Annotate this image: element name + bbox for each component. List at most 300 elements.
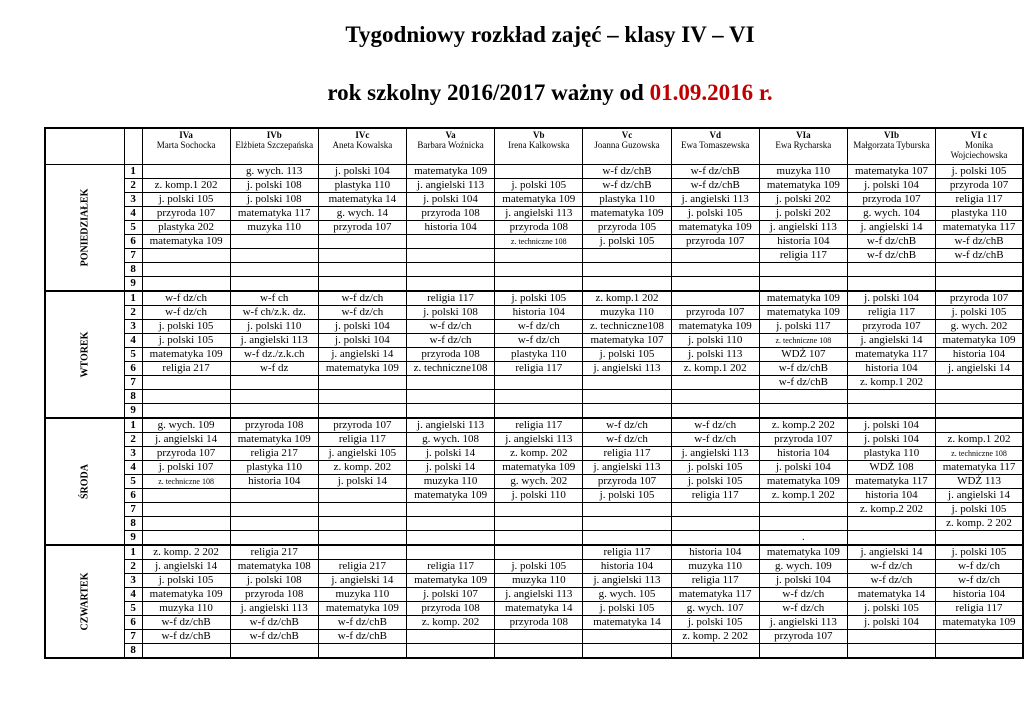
lesson-cell	[142, 263, 230, 277]
lesson-cell	[318, 503, 406, 517]
lesson-row	[45, 560, 1023, 574]
lesson-cell	[230, 644, 318, 659]
lesson-number: 7	[124, 503, 142, 517]
lesson-cell	[495, 630, 583, 644]
class-name: VIa	[796, 130, 811, 140]
lesson-cell: w-f dz/ch	[583, 418, 671, 433]
lesson-cell: matematyka 109	[759, 291, 847, 306]
lesson-cell	[847, 517, 935, 531]
lesson-cell: religia 117	[406, 291, 494, 306]
lesson-cell: religia 117	[671, 489, 759, 503]
day-label	[45, 165, 124, 292]
lesson-row	[45, 588, 1023, 602]
lesson-cell: z. techniczne108	[583, 320, 671, 334]
lesson-cell	[318, 517, 406, 531]
timetable	[44, 127, 1024, 659]
lesson-row	[45, 475, 1023, 489]
lesson-cell: j. angielski 113	[495, 588, 583, 602]
lesson-cell	[583, 263, 671, 277]
lesson-cell: matematyka 117	[936, 221, 1023, 235]
lesson-cell: j. angielski 113	[671, 447, 759, 461]
class-header	[936, 128, 1023, 165]
lesson-cell: z. komp.2 202	[847, 503, 935, 517]
lesson-cell: matematyka 14	[583, 616, 671, 630]
lesson-cell	[495, 404, 583, 419]
lesson-cell: w-f dz/chB	[142, 630, 230, 644]
lesson-cell: j. angielski 14	[318, 348, 406, 362]
lesson-cell	[406, 263, 494, 277]
lesson-cell: w-f dz/chB	[583, 179, 671, 193]
class-teacher: Joanna Guzowska	[594, 140, 660, 150]
lesson-cell: matematyka 117	[936, 461, 1023, 475]
lesson-cell: z. komp. 2 202	[936, 517, 1023, 531]
lesson-cell: przyroda 108	[406, 348, 494, 362]
lesson-cell: w-f dz/chB	[230, 616, 318, 630]
lesson-cell: j. polski 104	[847, 179, 935, 193]
lesson-cell	[406, 390, 494, 404]
lesson-cell: matematyka 109	[142, 348, 230, 362]
lesson-number: 1	[124, 165, 142, 179]
lesson-cell: j. angielski 113	[495, 207, 583, 221]
lesson-cell	[847, 531, 935, 546]
lesson-cell: j. angielski 14	[847, 221, 935, 235]
lesson-cell: j. polski 105	[583, 348, 671, 362]
lesson-cell: g. wych. 108	[406, 433, 494, 447]
lesson-cell: przyroda 108	[406, 207, 494, 221]
lesson-cell: g. wych. 202	[936, 320, 1023, 334]
lesson-cell: matematyka 109	[759, 545, 847, 560]
lesson-row	[45, 418, 1023, 433]
lesson-cell: przyroda 107	[142, 447, 230, 461]
lesson-cell	[495, 390, 583, 404]
lesson-cell: g. wych. 109	[142, 418, 230, 433]
lesson-cell: historia 104	[495, 306, 583, 320]
lesson-cell	[406, 531, 494, 546]
lesson-number: 8	[124, 517, 142, 531]
lesson-cell	[671, 531, 759, 546]
lesson-cell: j. polski 107	[406, 588, 494, 602]
lesson-cell	[847, 630, 935, 644]
lesson-cell: z. komp. 202	[495, 447, 583, 461]
lesson-cell	[230, 503, 318, 517]
lesson-cell	[671, 376, 759, 390]
lesson-cell: w-f dz/ch	[406, 320, 494, 334]
lesson-cell: plastyka 110	[230, 461, 318, 475]
lesson-row	[45, 376, 1023, 390]
lesson-cell	[230, 235, 318, 249]
lesson-cell: g. wych. 14	[318, 207, 406, 221]
lesson-cell: przyroda 107	[759, 630, 847, 644]
lesson-row	[45, 630, 1023, 644]
class-name: Va	[445, 130, 456, 140]
lesson-cell: przyroda 107	[936, 179, 1023, 193]
lesson-cell: w-f dz/chB	[847, 235, 935, 249]
lesson-cell	[406, 630, 494, 644]
lesson-cell	[230, 376, 318, 390]
lesson-cell	[406, 503, 494, 517]
lesson-row	[45, 390, 1023, 404]
lesson-cell: z. komp. 202	[318, 461, 406, 475]
lesson-cell: z. komp.1 202	[847, 376, 935, 390]
lesson-cell: WDŻ 113	[936, 475, 1023, 489]
lesson-cell: religia 117	[495, 418, 583, 433]
lesson-cell	[583, 517, 671, 531]
lesson-row	[45, 602, 1023, 616]
lesson-cell: j. polski 202	[759, 193, 847, 207]
lesson-number: 7	[124, 630, 142, 644]
lesson-number: 2	[124, 179, 142, 193]
lesson-cell	[318, 376, 406, 390]
lesson-cell: muzyka 110	[406, 475, 494, 489]
lesson-number: 6	[124, 235, 142, 249]
subtitle-prefix: rok szkolny 2016/2017 ważny od	[327, 80, 650, 105]
lesson-cell: j. polski 105	[142, 193, 230, 207]
lesson-cell	[759, 503, 847, 517]
lesson-cell: z. techniczne108	[406, 362, 494, 376]
lesson-row	[45, 291, 1023, 306]
lesson-cell	[142, 531, 230, 546]
lesson-cell	[495, 249, 583, 263]
lesson-cell	[671, 517, 759, 531]
page-title: Tygodniowy rozkład zajęć – klasy IV – VI	[345, 22, 755, 47]
lesson-cell	[671, 277, 759, 292]
lesson-cell: w-f dz/chB	[671, 165, 759, 179]
lesson-cell: j. angielski 105	[318, 447, 406, 461]
lesson-cell	[759, 644, 847, 659]
lesson-cell: historia 104	[406, 221, 494, 235]
lesson-cell: z. techniczne 108	[936, 447, 1023, 461]
lesson-number: 4	[124, 334, 142, 348]
lesson-cell: religia 117	[936, 602, 1023, 616]
lesson-cell: w-f dz/ch	[495, 320, 583, 334]
lesson-cell: z. komp.1 202	[583, 291, 671, 306]
lesson-cell: j. polski 107	[142, 461, 230, 475]
lesson-cell: historia 104	[759, 447, 847, 461]
lesson-cell	[406, 277, 494, 292]
lesson-cell: przyroda 108	[406, 602, 494, 616]
lesson-cell: matematyka 109	[318, 362, 406, 376]
lesson-row	[45, 616, 1023, 630]
lesson-cell: j. angielski 113	[406, 418, 494, 433]
lesson-number: 1	[124, 291, 142, 306]
subtitle-date: 01.09.2016 r.	[649, 80, 773, 105]
lesson-cell: historia 104	[936, 588, 1023, 602]
lesson-cell: przyroda 107	[671, 306, 759, 320]
lesson-row	[45, 179, 1023, 193]
class-header	[142, 128, 230, 165]
lesson-cell	[671, 390, 759, 404]
lesson-cell	[936, 263, 1023, 277]
class-name: IVa	[179, 130, 193, 140]
lesson-cell: w-f dz/ch	[847, 560, 935, 574]
class-header	[671, 128, 759, 165]
day-name: WTOREK	[79, 331, 91, 378]
lesson-cell: matematyka 109	[406, 489, 494, 503]
lesson-cell	[671, 404, 759, 419]
lesson-cell: religia 217	[318, 560, 406, 574]
lesson-cell: w-f dz/chB	[142, 616, 230, 630]
lesson-cell: j. polski 105	[142, 334, 230, 348]
lesson-number: 6	[124, 362, 142, 376]
lesson-cell: j. polski 104	[847, 616, 935, 630]
lesson-cell: j. polski 108	[230, 193, 318, 207]
lesson-cell: matematyka 109	[759, 179, 847, 193]
lesson-cell: j. angielski 113	[495, 433, 583, 447]
lesson-row	[45, 193, 1023, 207]
lesson-cell: religia 117	[495, 362, 583, 376]
lesson-cell: matematyka 109	[230, 433, 318, 447]
lesson-cell: j. polski 104	[318, 334, 406, 348]
lesson-cell: przyroda 107	[936, 291, 1023, 306]
lesson-cell	[583, 503, 671, 517]
class-header	[583, 128, 671, 165]
lesson-number: 5	[124, 221, 142, 235]
lesson-cell: matematyka 117	[847, 348, 935, 362]
lesson-row	[45, 644, 1023, 659]
lesson-cell	[318, 277, 406, 292]
lesson-cell: j. polski 110	[230, 320, 318, 334]
lesson-cell: religia 217	[230, 545, 318, 560]
lesson-cell	[142, 390, 230, 404]
lesson-cell: religia 117	[583, 447, 671, 461]
lesson-cell	[936, 376, 1023, 390]
lesson-cell: religia 117	[671, 574, 759, 588]
class-name: Vc	[621, 130, 633, 140]
lesson-number: 4	[124, 207, 142, 221]
lesson-cell	[495, 644, 583, 659]
lesson-cell	[495, 263, 583, 277]
day-label	[45, 545, 124, 658]
lesson-cell: w-f dz/chB	[847, 249, 935, 263]
lesson-cell: z. komp.1 202	[936, 433, 1023, 447]
lesson-cell	[847, 390, 935, 404]
lesson-number: 2	[124, 560, 142, 574]
lesson-cell	[318, 404, 406, 419]
lesson-cell: j. angielski 14	[936, 489, 1023, 503]
class-name: VIb	[883, 130, 899, 140]
lesson-cell: religia 117	[318, 433, 406, 447]
lesson-cell	[406, 404, 494, 419]
lesson-cell	[495, 503, 583, 517]
lesson-number: 9	[124, 404, 142, 419]
lesson-cell	[142, 277, 230, 292]
lesson-cell: z. techniczne 108	[495, 235, 583, 249]
lesson-row	[45, 404, 1023, 419]
lesson-cell: przyroda 107	[847, 193, 935, 207]
class-name: Vd	[709, 130, 721, 140]
lesson-cell	[583, 404, 671, 419]
lesson-number: 1	[124, 545, 142, 560]
lesson-cell: w-f dz/ch	[759, 602, 847, 616]
class-header	[318, 128, 406, 165]
lesson-cell: w-f dz	[230, 362, 318, 376]
class-teacher: Ewa Tomaszewska	[680, 140, 750, 150]
lesson-cell: j. angielski 113	[759, 221, 847, 235]
lesson-cell: w-f dz./z.k.ch	[230, 348, 318, 362]
lesson-cell: przyroda 107	[759, 433, 847, 447]
lesson-cell: historia 104	[847, 489, 935, 503]
lesson-cell: z. komp. 2 202	[671, 630, 759, 644]
class-header	[230, 128, 318, 165]
lesson-cell: przyroda 107	[847, 320, 935, 334]
lesson-cell: j. polski 105	[583, 602, 671, 616]
lesson-row	[45, 348, 1023, 362]
lesson-cell	[318, 390, 406, 404]
lesson-number: 2	[124, 433, 142, 447]
lesson-cell: religia 217	[230, 447, 318, 461]
lesson-cell	[230, 277, 318, 292]
lesson-cell	[495, 517, 583, 531]
lesson-cell: j. angielski 113	[671, 193, 759, 207]
lesson-cell: j. polski 105	[936, 165, 1023, 179]
lesson-cell: j. angielski 14	[142, 560, 230, 574]
lesson-row	[45, 277, 1023, 292]
lesson-cell: matematyka 109	[671, 221, 759, 235]
lesson-cell: matematyka 109	[406, 165, 494, 179]
lesson-cell	[406, 376, 494, 390]
lesson-row	[45, 517, 1023, 531]
lesson-row	[45, 461, 1023, 475]
lesson-number: 3	[124, 574, 142, 588]
lesson-cell: muzyka 110	[318, 588, 406, 602]
lesson-cell	[583, 376, 671, 390]
lesson-cell	[318, 545, 406, 560]
lesson-cell: plastyka 110	[495, 348, 583, 362]
class-teacher: Monika Wojciechowska	[950, 140, 1008, 160]
lesson-cell: j. angielski 113	[583, 574, 671, 588]
lesson-cell: j. angielski 113	[406, 179, 494, 193]
lesson-row	[45, 235, 1023, 249]
lesson-cell: z. komp.1 202	[759, 489, 847, 503]
lesson-cell	[318, 489, 406, 503]
lesson-row	[45, 334, 1023, 348]
lesson-cell: j. polski 108	[230, 574, 318, 588]
lesson-cell: j. angielski 113	[583, 362, 671, 376]
lesson-cell: j. polski 104	[847, 291, 935, 306]
lesson-cell	[936, 644, 1023, 659]
lesson-cell	[230, 489, 318, 503]
lesson-number: 3	[124, 447, 142, 461]
lesson-cell: w-f dz/ch	[583, 433, 671, 447]
lesson-row	[45, 165, 1023, 179]
lesson-number: 8	[124, 644, 142, 659]
lesson-row	[45, 320, 1023, 334]
lesson-number: 5	[124, 602, 142, 616]
day-name: PONIEDZIAŁEK	[79, 188, 91, 267]
lesson-cell	[230, 263, 318, 277]
lesson-cell	[936, 630, 1023, 644]
lesson-cell	[936, 531, 1023, 546]
lesson-cell: j. angielski 113	[759, 616, 847, 630]
lesson-cell: w-f dz/chB	[671, 179, 759, 193]
lesson-cell: w-f dz/ch	[936, 560, 1023, 574]
lesson-cell	[406, 545, 494, 560]
lesson-cell: matematyka 109	[495, 193, 583, 207]
lesson-cell: przyroda 107	[671, 235, 759, 249]
lesson-number: 8	[124, 263, 142, 277]
lesson-cell: historia 104	[230, 475, 318, 489]
lesson-cell: przyroda 107	[318, 418, 406, 433]
lesson-cell	[318, 235, 406, 249]
lesson-cell: matematyka 109	[406, 574, 494, 588]
lesson-cell: przyroda 105	[583, 221, 671, 235]
lesson-number: 8	[124, 390, 142, 404]
lesson-cell: matematyka 109	[142, 588, 230, 602]
lesson-cell: w-f dz/ch	[671, 418, 759, 433]
class-name: IVc	[355, 130, 370, 140]
lesson-cell: j. polski 105	[936, 503, 1023, 517]
lesson-number: 1	[124, 418, 142, 433]
lesson-cell	[142, 376, 230, 390]
lesson-cell: j. angielski 14	[936, 362, 1023, 376]
lesson-cell: z. komp. 202	[406, 616, 494, 630]
lesson-cell	[406, 235, 494, 249]
lesson-cell: j. polski 14	[406, 447, 494, 461]
lesson-cell: j. polski 108	[230, 179, 318, 193]
lesson-cell: j. polski 105	[495, 560, 583, 574]
lesson-cell: przyroda 107	[142, 207, 230, 221]
lesson-cell: j. polski 105	[583, 235, 671, 249]
lesson-cell: j. angielski 14	[847, 334, 935, 348]
lesson-cell	[671, 503, 759, 517]
lesson-cell: j. angielski 14	[142, 433, 230, 447]
lesson-cell: w-f dz/ch	[318, 291, 406, 306]
lesson-row	[45, 503, 1023, 517]
lesson-cell: matematyka 14	[495, 602, 583, 616]
lesson-cell: w-f dz/chB	[759, 376, 847, 390]
lesson-cell: g. wych. 107	[671, 602, 759, 616]
day-name: ŚRODA	[79, 463, 91, 500]
lesson-cell: j. polski 104	[759, 461, 847, 475]
lesson-cell	[406, 249, 494, 263]
lesson-cell: plastyka 202	[142, 221, 230, 235]
lesson-cell: g. wych. 202	[495, 475, 583, 489]
lesson-cell: j. polski 108	[406, 306, 494, 320]
lesson-cell: w-f dz/ch	[142, 306, 230, 320]
lesson-number: 9	[124, 277, 142, 292]
lesson-cell	[495, 376, 583, 390]
lesson-cell: matematyka 14	[847, 588, 935, 602]
lesson-cell	[495, 165, 583, 179]
lesson-cell	[495, 545, 583, 560]
lesson-cell: muzyka 110	[142, 602, 230, 616]
lesson-cell	[142, 503, 230, 517]
lesson-cell	[847, 404, 935, 419]
lesson-row	[45, 545, 1023, 560]
lesson-number: 5	[124, 475, 142, 489]
lesson-cell: muzyka 110	[495, 574, 583, 588]
lesson-cell: przyroda 108	[495, 221, 583, 235]
lesson-cell: w-f dz/chB	[318, 616, 406, 630]
lesson-cell: matematyka 117	[230, 207, 318, 221]
lesson-cell	[142, 165, 230, 179]
lesson-cell: j. polski 105	[142, 320, 230, 334]
lesson-cell: z. komp.2 202	[759, 418, 847, 433]
class-teacher: Małgorzata Tyburska	[853, 140, 930, 150]
lesson-cell	[583, 390, 671, 404]
lesson-cell: j. angielski 14	[318, 574, 406, 588]
lesson-cell: z. komp.1 202	[671, 362, 759, 376]
lesson-cell: matematyka 117	[671, 588, 759, 602]
lesson-cell: z. techniczne 108	[759, 334, 847, 348]
class-header	[406, 128, 494, 165]
lesson-cell	[583, 644, 671, 659]
lesson-cell: plastyka 110	[936, 207, 1023, 221]
lesson-cell: przyroda 108	[230, 588, 318, 602]
lesson-cell: w-f dz/chB	[230, 630, 318, 644]
lesson-cell	[318, 644, 406, 659]
lesson-cell	[583, 531, 671, 546]
